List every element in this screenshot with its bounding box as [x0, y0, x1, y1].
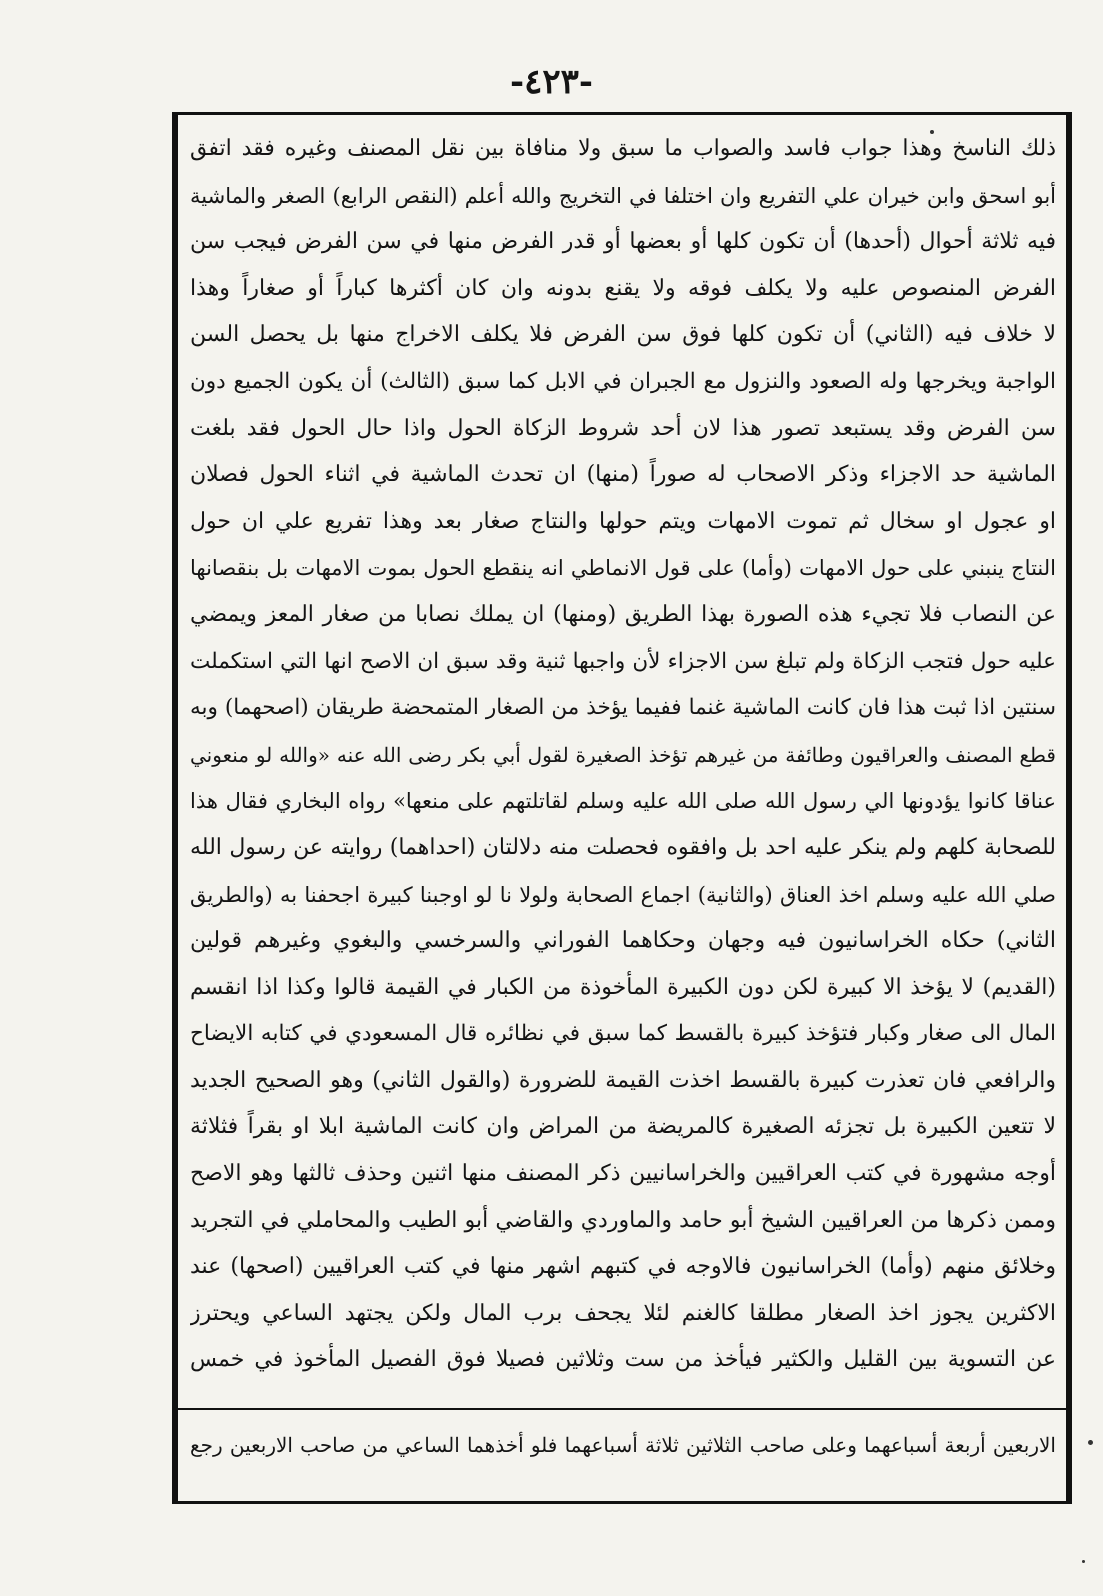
text-line: وممن ذكرها من العراقيين الشيخ أبو حامد والماوردي والقاضي أبو الطيب والمحاملي في التجريد: [190, 1207, 1056, 1233]
page-number: -٤٢٣-: [509, 62, 594, 102]
text-line: الفرض المنصوص عليه ولا يكلف فوقه ولا يقنع بدونه وان كان أكثرها كباراً أو صغاراً وهذا: [190, 275, 1056, 301]
scan-speck: [930, 130, 934, 134]
text-line: النتاج ينبني على حول الامهات (وأما) على قول الانماطي انه ينقطع الحول بموت الامهات بل بنقصانها: [190, 556, 1056, 581]
text-line: سنتين اذا ثبت هذا فان كانت الماشية غنما ففيما يؤخذ من الصغار المتمحضة طريقان (اصحهما) وبه: [190, 695, 1056, 721]
scan-speck: [1088, 1440, 1093, 1445]
footnote-text: الاربعين أربعة أسباعهما وعلى صاحب الثلاثين ثلاثة أسباعهما فلو أخذهما الساعي من صاحب الاربعين رجع: [190, 1433, 1056, 1457]
text-line: او عجول او سخال ثم تموت الامهات ويتم حولها والنتاج صغار بعد وهذا تفريع علي ان حول: [190, 508, 1056, 534]
text-line: (القديم) لا يؤخذ الا كبيرة لكن دون الكبيرة المأخوذة من الكبار في القيمة قالوا وكذا اذا انقسم: [190, 974, 1056, 1000]
text-line: المال الى صغار وكبار فتؤخذ كبيرة بالقسط كما سبق في نظائره قال المسعودي في كتابه الايضاح: [190, 1021, 1056, 1047]
text-line: لا خلاف فيه (الثاني) أن تكون كلها فوق سن الفرض فلا يكلف الاخراج منها بل يحصل السن: [190, 322, 1056, 348]
text-line: وخلائق منهم (وأما) الخراسانيون فالاوجه في كتبهم اشهر منها في كتب العراقيين (اصحها) عند: [190, 1254, 1056, 1280]
text-line: والرافعي فان تعذرت كبيرة بالقسط اخذت القيمة للضرورة (والقول الثاني) وهو الصحيح الجديد: [190, 1067, 1056, 1093]
text-line: للصحابة كلهم ولم ينكر عليه احد بل وافقوه فحصلت منه دلالتان (احداهما) روايته عن رسول الله: [190, 834, 1056, 860]
text-line: فيه ثلاثة أحوال (أحدها) أن تكون كلها أو بعضها أو قدر الفرض منها في سن الفرض فيجب سن: [190, 229, 1056, 255]
text-line: الاكثرين يجوز اخذ الصغار مطلقا كالغنم لئلا يجحف برب المال ولكن يجتهد الساعي ويحترز: [190, 1300, 1056, 1326]
text-line: عن النصاب فلا تجيء هذه الصورة بهذا الطريق (ومنها) ان يملك نصابا من صغار المعز ويمضي: [190, 601, 1056, 627]
text-line: أبو اسحق وابن خيران علي التفريع وان اختلفا في التخريج والله أعلم (النقص الرابع) الصغر والماشية: [190, 183, 1056, 208]
text-line: عن التسوية بين القليل والكثير فيأخذ من ست وثلاثين فصيلا فوق الفصيل المأخوذ في خمس: [190, 1347, 1056, 1373]
text-line: عناقا كانوا يؤدونها الي رسول الله صلى الله عليه وسلم لقاتلتهم على منعها» رواه البخاري فقال هذا: [190, 789, 1056, 814]
text-line: الثاني) حكاه الخراسانيون فيه وجهان وحكاهما الفوراني والسرخسي والبغوي وغيرهم قولين: [190, 928, 1056, 954]
text-line: الواجبة ويخرجها وله الصعود والنزول مع الجبران في الابل كما سبق (الثالث) أن يكون الجميع دون: [190, 368, 1056, 394]
text-line: لا تتعين الكبيرة بل تجزئه الصغيرة كالمريضة من المراض وان كانت الماشية ابلا او بقراً فثلاثة: [190, 1114, 1056, 1140]
text-line: سن الفرض وقد يستبعد تصور هذا لان أحد شروط الزكاة الحول واذا حال الحول فقد بلغت: [190, 415, 1056, 441]
text-line: صلي الله عليه وسلم اخذ العناق (والثانية) اجماع الصحابة ولولا نا لو اوجبنا كبيرة اجحفنا به (والطريق: [190, 882, 1056, 907]
text-line: قطع المصنف والعراقيون وطائفة من غيرهم تؤخذ الصغيرة لقول أبي بكر رضى الله عنه «والله لو منعوني: [190, 742, 1056, 767]
main-text-body: [190, 126, 1056, 1384]
text-line: الماشية حد الاجزاء وذكر الاصحاب له صوراً (منها) ان تحدث الماشية في اثناء الحول فصلان: [190, 462, 1056, 488]
scan-speck: [1082, 1560, 1085, 1563]
footnote-divider: [172, 1408, 1072, 1410]
text-line: أوجه مشهورة في كتب العراقيين والخراسانيين ذكر المصنف منها اثنين وحذف ثالثها وهو الاصح: [190, 1161, 1056, 1187]
text-line: عليه حول فتجب الزكاة ولم تبلغ سن الاجزاء لأن واجبها ثنية وقد سبق ان الاصح انها التي استكملت: [190, 648, 1056, 674]
text-line: ذلك الناسخ وهذا جواب فاسد والصواب ما سبق ولا منافاة بين نقل المصنف وغيره فقد اتفق: [190, 136, 1056, 161]
